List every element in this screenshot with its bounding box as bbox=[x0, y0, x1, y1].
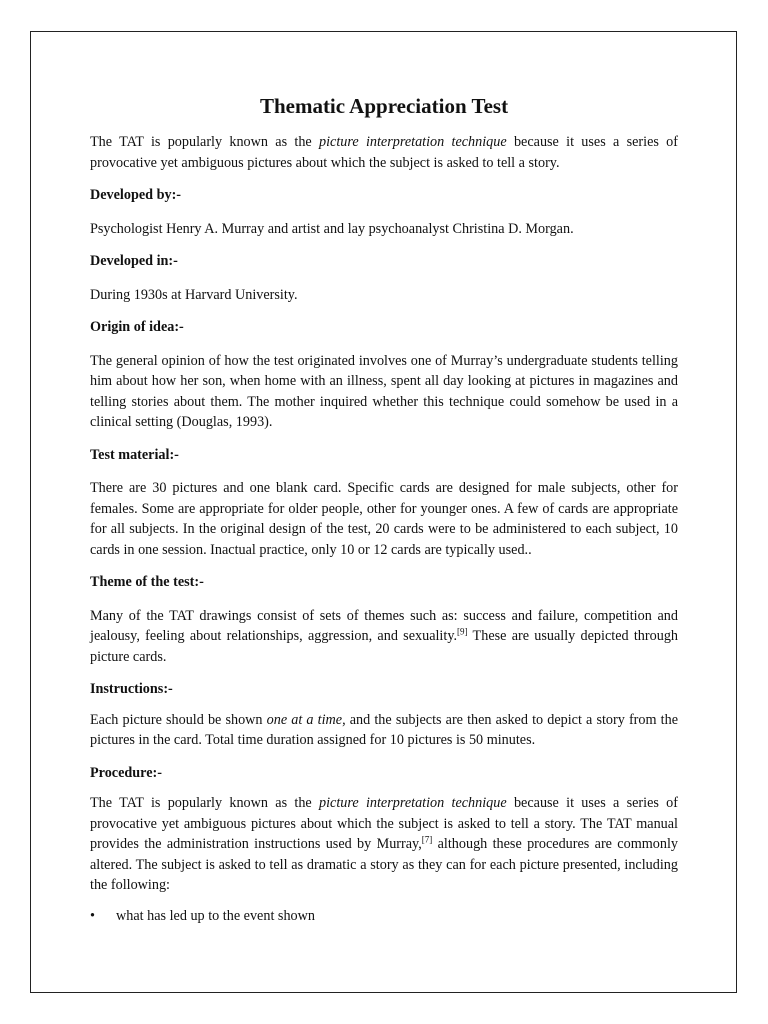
theme-reference: [9] bbox=[457, 626, 468, 637]
instructions-paragraph bbox=[90, 710, 678, 751]
developed-by-heading: Developed by:- bbox=[90, 187, 182, 203]
procedure-bullet-item: • what has led up to the event shown bbox=[90, 906, 678, 927]
procedure-text-start: The TAT is popularly known as the bbox=[90, 795, 319, 811]
instructions-text-end: , and the subjects are then asked to depict a story from the pictures in the card. Total time duration assigned for 10 pictures is 50 minutes. bbox=[90, 711, 678, 748]
instructions-emphasis: one at a time bbox=[266, 711, 343, 728]
theme-text-end: These are usually depicted through picture cards. bbox=[90, 628, 679, 665]
procedure-text-end: although these procedures are commonly altered. The subject is asked to tell as dramatic a story as they can for each picture presented, including the following: bbox=[90, 836, 678, 893]
procedure-bullet-list bbox=[90, 906, 678, 927]
theme-heading: Theme of the test:- bbox=[90, 574, 204, 590]
developed-by-text: Psychologist Henry A. Murray and artist and lay psychoanalyst Christina D. Morgan. bbox=[90, 220, 574, 237]
procedure-paragraph bbox=[90, 793, 678, 896]
procedure-heading: Procedure:- bbox=[90, 764, 162, 781]
test-material-text: There are 30 pictures and one blank card. Specific cards are designed for male subjects, other for females. Some are appropriate for older people, other for younger ones. A few of cards are appropriate for all subjects. In the original design of the test, 20 cards were to be administered to each subject, 10 cards in one session. Inactual practice, only 10 or 12 cards are typically used.. bbox=[90, 480, 678, 558]
intro-paragraph bbox=[90, 132, 678, 173]
procedure-text-middle: because it uses a series of provocative yet ambiguous pictures about which the subject is asked to tell a story. The TAT manual provides the administration instructions used by Murray, bbox=[90, 795, 678, 852]
intro-text-end: because it uses a series of provocative yet ambiguous pictures about which the subject is asked to tell a story. bbox=[90, 134, 678, 171]
procedure-reference: [7] bbox=[421, 834, 433, 845]
intro-text-start: The TAT is popularly known as the bbox=[90, 134, 319, 150]
procedure-emphasis: picture interpretation technique bbox=[319, 795, 507, 811]
theme-paragraph bbox=[90, 606, 678, 668]
document-body bbox=[90, 92, 678, 926]
origin-heading: Origin of idea:- bbox=[90, 319, 184, 335]
developed-in-text: During 1930s at Harvard University. bbox=[90, 286, 298, 303]
theme-text-start: Many of the TAT drawings consist of sets of themes such as: success and failure, competition and jealousy, feeling about relationships, aggression, and sexuality. bbox=[90, 607, 678, 644]
document-title: Thematic Appreciation Test bbox=[259, 94, 509, 118]
developed-in-heading: Developed in:- bbox=[90, 253, 178, 269]
instructions-heading: Instructions:- bbox=[90, 681, 173, 697]
origin-text: The general opinion of how the test originated involves one of Murray’s undergraduate students telling him about how her son, when home with an illness, spent all day looking at pictures in magazines and telling stories about them. The mother inquired whether this technique could somehow be used in a clinical setting (Douglas, 1993). bbox=[90, 352, 678, 430]
intro-emphasis: picture interpretation technique bbox=[319, 134, 507, 150]
test-material-heading: Test material:- bbox=[90, 446, 179, 463]
instructions-text-start: Each picture should be shown bbox=[90, 711, 267, 728]
